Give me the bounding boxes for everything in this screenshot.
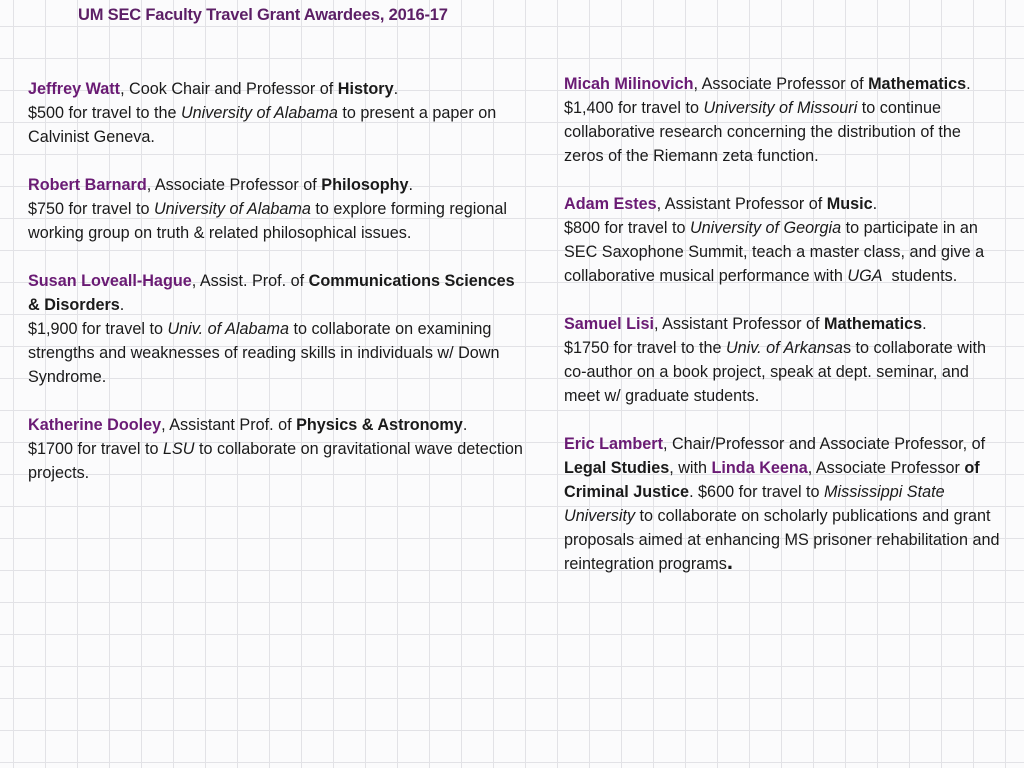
awardee-name: Micah Milinovich [564, 75, 694, 93]
awardee-department-2: of Criminal Justice [564, 459, 980, 501]
awardee-name: Eric Lambert [564, 435, 663, 453]
destination-tail: s [842, 339, 852, 357]
awardee-role: , Assistant Professor of [653, 315, 825, 333]
grant-purpose: to collaborate with co-author on a book project, speak at dept. seminar, and meet w/ graduate students. [564, 339, 987, 405]
awardee-name: Adam Estes [564, 195, 657, 213]
awardee-entry-lisi [564, 312, 1000, 408]
awardee-role: , Assistant Professor of [656, 195, 827, 213]
grant-amount: $1750 for travel to the [564, 339, 726, 357]
awardee-name: Robert Barnard [28, 176, 147, 194]
grant-purpose-end: students. [882, 267, 958, 285]
awardee-role-2: , Associate Professor [807, 459, 965, 477]
awardee-department: Communications Sciences & Disorders [28, 272, 515, 314]
awardee-role: , Assist. Prof. of [191, 272, 309, 290]
awardee-department: Legal Studies [564, 459, 670, 477]
awardee-entry-estes [564, 192, 1000, 288]
awardee-department: Mathematics [824, 315, 923, 333]
grant-amount: $1,400 for travel to [564, 99, 704, 117]
role-suffix: . [966, 75, 971, 93]
grant-purpose: to present a paper on Calvinist Geneva. [28, 104, 497, 146]
destination: LSU [162, 440, 195, 458]
end-period: . [726, 549, 733, 574]
grant-amount: $1,900 for travel to [28, 320, 168, 338]
destination-2: UGA [847, 267, 883, 285]
awardee-name: Samuel Lisi [564, 315, 654, 333]
destination: Univ. of Arkansa [725, 339, 843, 357]
right-column [564, 72, 1000, 600]
destination: Mississippi State University [564, 483, 945, 525]
grant-purpose: to collaborate on scholarly publications and grant proposals aimed at enhancing MS prisoner rehabilitation and reintegration programs [564, 507, 1000, 573]
awardee-entry-milinovich [564, 72, 1000, 168]
destination: University of Alabama [153, 200, 311, 218]
role-suffix: . [119, 296, 125, 314]
awardee-entry-dooley [28, 413, 523, 485]
awardee-entry-loveall-hague [28, 269, 523, 389]
destination: University of Alabama [180, 104, 338, 122]
role-suffix: . [872, 195, 878, 213]
with-text: , with [669, 459, 712, 477]
destination: University of Missouri [703, 99, 858, 117]
grant-purpose: to collaborate on examining strengths and weaknesses of reading skills in individuals w/ Down Syndrome. [28, 320, 500, 386]
destination: Univ. of Alabama [167, 320, 289, 338]
grant-amount: $800 for travel to [564, 219, 690, 237]
awardee-department: Philosophy [321, 176, 409, 194]
awardee-name: Katherine Dooley [28, 416, 162, 434]
role-suffix: . [922, 315, 927, 333]
awardee-role: , Associate Professor of [693, 75, 869, 93]
awardee-department: Mathematics [868, 75, 967, 93]
awardee-role: , Cook Chair and Professor of [120, 80, 338, 98]
role-suffix: . [408, 176, 414, 194]
awardee-entry-lambert-keena [564, 432, 1000, 576]
grant-purpose: to collaborate on gravitational wave detection projects. [28, 440, 523, 482]
grant-purpose: to explore forming regional working group on truth & related philosophical issues. [28, 200, 507, 242]
grant-purpose: to continue collaborative research concerning the distribution of the zeros of the Riemann zeta function. [564, 99, 961, 165]
grant-purpose: to participate in an SEC Saxophone Summit, teach a master class, and give a collaborative musical performance with [564, 219, 985, 285]
grant-amount: . $600 for travel to [689, 483, 825, 501]
awardee-department: Music [826, 195, 873, 213]
page-title: UM SEC Faculty Travel Grant Awardees, 2016-17 [78, 6, 448, 24]
awardee-name: Jeffrey Watt [28, 80, 121, 98]
awardee-department: History [337, 80, 394, 98]
awardee-name: Susan Loveall-Hague [28, 272, 192, 290]
role-suffix: . [393, 80, 399, 98]
grant-amount: $750 for travel to [28, 200, 154, 218]
left-column [28, 77, 523, 509]
role-suffix: . [462, 416, 468, 434]
grant-amount: $500 for travel to the [28, 104, 181, 122]
destination: University of Georgia [689, 219, 842, 237]
awardee-entry-barnard [28, 173, 523, 245]
awardee-name-2: Linda Keena [711, 459, 808, 477]
awardee-entry-watt [28, 77, 523, 149]
awardee-department: Physics & Astronomy [296, 416, 463, 434]
awardee-role: , Associate Professor of [146, 176, 322, 194]
awardee-role: , Chair/Professor and Associate Professor, of [662, 435, 986, 453]
awardee-role: , Assistant Prof. of [161, 416, 297, 434]
grant-amount: $1700 for travel to [28, 440, 163, 458]
